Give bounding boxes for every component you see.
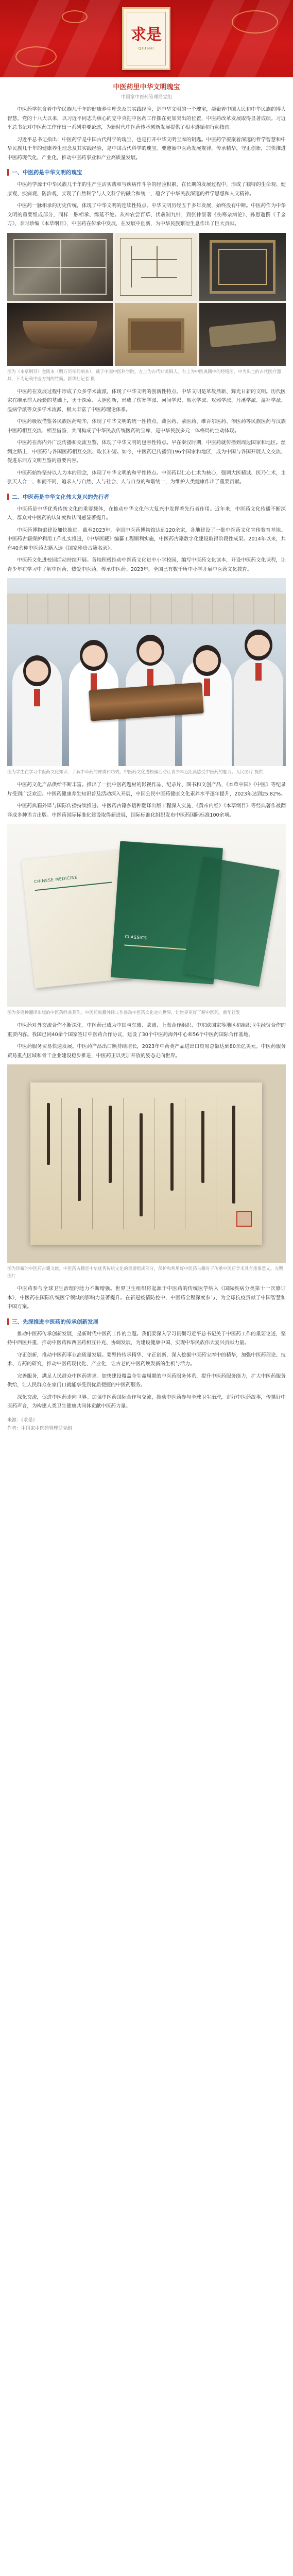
photo-caption: 图为珍藏的中医药古籍文献。中医药古籍是中华优秀传统文化的重要组成部分，保护和利用好中医药古籍对于传承中医药学术具有重要意义。光明图片 <box>7 1266 283 1278</box>
section-paragraph: 推动中医药传承创新发展，是新时代中医药工作的主题。我们要深入学习贯彻习近平总书记关于中医药工作的重要论述，坚持中西医并重，推动中医药和西医药相互补充、协调发展，为建设健康中国、实现中华民族伟大复兴贡献力量。 <box>7 1331 286 1346</box>
artifact-photo-collage <box>7 233 286 366</box>
photo-tile <box>7 233 113 301</box>
section-marker <box>7 1318 9 1325</box>
section-paragraph: 中医药一脉相承的历史传统，体现了中华文明的连续性特点。中华文明历经五千多年发展，始终没有中断。中医药作为中华文明的重要组成部分，同样一脉相承、绵延不绝。从神农尝百草、伏羲制九针，到张仲景著《伤寒杂病论》、孙思邈撰《千金方》、李时珍编《本草纲目》，中医药在传承中发展，在发展中创新，为中华民族繁衍生息作出了巨大贡献。 <box>7 203 286 227</box>
article-subtitle: 中国家中医药管理局党组 <box>120 95 172 100</box>
books-photo: CHINESE MEDICINE CLASSICS <box>7 824 286 1007</box>
ancient-document-photo <box>7 1064 286 1263</box>
section-paragraph: 中医药博物馆建设加快推进。截至2023年，全国中医药博物馆达到120余家，各地建设了一批中医药文化宣传教育基地。中医药古籍保护利用工作扎实推进，《中华医藏》编纂工程顺利实施，中医药古籍数字化建设取得阶段性成果。2014年以来，共有40余种中医药古籍入选《国家珍贵古籍名录》。 <box>7 527 286 551</box>
section-paragraph: 中医药服务贸易快速发展。中医药产品出口额持续增长，2023年中药类产品进出口贸易总额达到80余亿美元。中医药服务贸易重点区域和骨干企业建设稳步推进，中医药正以更加开放的姿态走向世界。 <box>7 1044 286 1059</box>
classroom-photo <box>7 578 286 766</box>
article-title: 中医药里中华文明瑰宝 <box>113 83 180 91</box>
photo-tile <box>115 303 197 366</box>
intro-paragraph: 中医药学包含着中华民族几千年的健康养生理念及其实践经验，是中华文明的一个瑰宝，凝聚着中国人民和中华民族的博大智慧。党的十八大以来，以习近平同志为核心的党中央把中医药工作摆在更加突出的位置，中医药改革发展取得显著成绩。习近平总书记对中医药工作作出一系列重要论述，为新时代中医药传承创新发展提供了根本遵循和行动指南。 <box>7 107 286 130</box>
section-title: 三、先深推进中医药的传承创新发展 <box>12 1318 98 1325</box>
photo-tile <box>7 303 113 366</box>
article-footer <box>7 1416 286 1433</box>
photo-tile <box>199 303 286 366</box>
author-line: 作者：中国家中医药管理局党组 <box>7 1426 73 1431</box>
section-paragraph: 深化交流，促进中医药走向世界。加强中医药国际合作与交流，推动中医药参与全球卫生治理，讲好中医药故事，传播好中医药声音，为构建人类卫生健康共同体贡献中医药力量。 <box>7 1394 286 1409</box>
section-heading <box>7 168 286 176</box>
section-paragraph: 中医药是中华优秀传统文化的重要载体，在推动中华文化伟大复兴中发挥着先行者作用。近年来，中医药文化传播不断深入，群众对中医药的认知度和认同感显著提升。 <box>7 506 286 521</box>
photo-tile <box>115 233 197 301</box>
section-marker <box>7 169 9 176</box>
section-paragraph: 中医药学源于中华民族几千年的生产生活实践和与疾病作斗争的经验积累，在长期的发展过程中，形成了独特的生命观、健康观、疾病观、防治观，实现了自然科学与人文科学的融合和统一，蕴含了中华民族深邃的哲学思想和人文精神。 <box>7 182 286 197</box>
section-heading <box>7 1318 286 1326</box>
header-banner <box>0 0 293 77</box>
source-line: 来源：《求是》 <box>7 1417 38 1423</box>
section-marker <box>7 494 9 500</box>
photo-caption: 图为多语种翻译出版的中医药经典著作。中医药典籍外译工作推动中医药文化走向世界，让世界更好了解中医药。新华社发 <box>7 1010 240 1015</box>
section-paragraph: 中医药吸收借鉴各民族医药精华，体现了中华文明的统一性特点。藏医药、蒙医药、维吾尔医药、傣医药等民族医药与汉族中医药相互交流、相互借鉴，共同构成了中华民族传统医药的宝库，是中华民族多元一体格局的生动体现。 <box>7 419 286 434</box>
section-heading <box>7 493 286 501</box>
qiushi-logo-seal <box>122 7 170 70</box>
photo-tile <box>199 233 286 301</box>
section-paragraph: 中医药文化进校园活动持续开展。各地积极推动中医药文化进中小学校园，编写中医药文化读本，开设中医药文化课程，让青少年在学习中了解中医药、热爱中医药、传承中医药。2023年，全国已有数千所中小学开展中医药文化教育。 <box>7 557 286 572</box>
section-paragraph: 守正创新，推动中医药事业高质量发展。要坚持传承精华、守正创新，深入挖掘中医药宝库中的精华，加强中医药理论、技术、方药的研究，推动中医药现代化、产业化，让古老的中医药焕发新的生机与活力。 <box>7 1352 286 1367</box>
section-title: 一、中医药是中华文明的瑰宝 <box>12 170 82 176</box>
photo-caption: 图为《本草纲目》金陵本（明万历年间刻本），藏于中国中医科学院。左上为古代针灸铜人，右上为中医典籍中的经络图，中为出土的古代医疗器具，下为记载中医方剂的竹简。新华社记者 摄 <box>7 368 281 381</box>
photo-caption: 图为学生在学习中医药文化知识，了解中草药的种类和功效。中医药文化进校园活动让青少年近距离感受中医药的魅力。人民图片 提供 <box>7 769 263 774</box>
intro-paragraph: 习近平总书记指出：中医药学是中国古代科学的瑰宝，也是打开中华文明宝库的钥匙。中医药学凝聚着深邃的哲学智慧和中华民族几千年的健康养生理念及其实践经验，是中国古代科学的瑰宝。要遵循中医药发展规律，传承精华，守正创新，加快推进中医药现代化、产业化，推动中医药事业和产业高质量发展。 <box>7 137 286 161</box>
seal-subtitle: QIUSHI <box>138 46 154 50</box>
section-paragraph: 中医药始终坚持以人为本的理念，体现了中华文明的和平性特点。中医药以仁心仁术为核心，强调大医精诚、医乃仁术，主张天人合一、和而不同，追求人与自然、人与社会、人与自身的和谐统一，为维护人类健康作出了重要贡献。 <box>7 470 286 485</box>
section-paragraph: 中医药在发展过程中形成了众多学术流派，体现了中华文明的创新性特点。中华文明是革故鼎新、辉光日新的文明。历代医家在继承前人经验的基础上，勇于探索、大胆创新，形成了伤寒学派、河间学派、易水学派、攻邪学派、丹溪学派、温补学派、温病学派等众多学术流派，极大丰富了中医药理论体系。 <box>7 388 286 413</box>
section-paragraph: 完善服务，满足人民群众中医药需求。加快建设覆盖全生命周期的中医药服务体系，提升中医药服务能力，扩大中医药服务供给，让人民群众在家门口就能享受到优质便捷的中医药服务。 <box>7 1373 286 1388</box>
section-paragraph: 中医药文化产品供给不断丰富。推出了一批中医药题材的影视作品、纪录片、图书和文创产品，《本草中国》《中医》等纪录片受到广泛欢迎。中医药健康养生知识普及活动深入开展，中国公民中医药健康文化素养水平逐年提升，2023年达到25.82%。 <box>7 782 286 797</box>
article-body <box>0 105 293 1433</box>
section-paragraph: 中医药在海内外广泛传播和交流互鉴，体现了中华文明的包容性特点。早在秦汉时期，中医药就传播到周边国家和地区。丝绸之路上，中医药与各国医药相互交流、取长补短。如今，中医药已传播到196个国家和地区，成为中国与各国开展人文交流、促进东西方文明互鉴的重要内容。 <box>7 440 286 464</box>
section-title: 二、中医药是中华文化伟大复兴的先行者 <box>12 494 109 500</box>
section-paragraph: 中医药参与全球卫生治理的能力不断增强。世界卫生组织将起源于中医药的传统医学纳入《国际疾病分类第十一次修订本》，中医药在国际传统医学领域的影响力显著提升。在新冠疫情防控中，中医药全程深度参与，为全球抗疫贡献了中国智慧和中国方案。 <box>7 1286 286 1310</box>
section-paragraph: 中医药典籍外译与国际传播持续推进。中医药古籍多语种翻译出版工程深入实施，《黄帝内经》《本草纲目》等经典著作被翻译成多种语言出版。中医药国际标准化建设取得新进展，国际标准化组织发布中医药国际标准100余项。 <box>7 803 286 818</box>
section-paragraph: 中医药对外交流合作不断深化。中医药已成为中国与东盟、欧盟、上海合作组织、中东欧国家等地区和组织卫生经贸合作的重要内容。我国已同40余个国家签订中医药合作协议，建设了30个中医药海外中心和56个中医药国际合作基地。 <box>7 1023 286 1038</box>
article-header <box>0 77 293 105</box>
seal-characters: 求是 <box>131 26 162 44</box>
